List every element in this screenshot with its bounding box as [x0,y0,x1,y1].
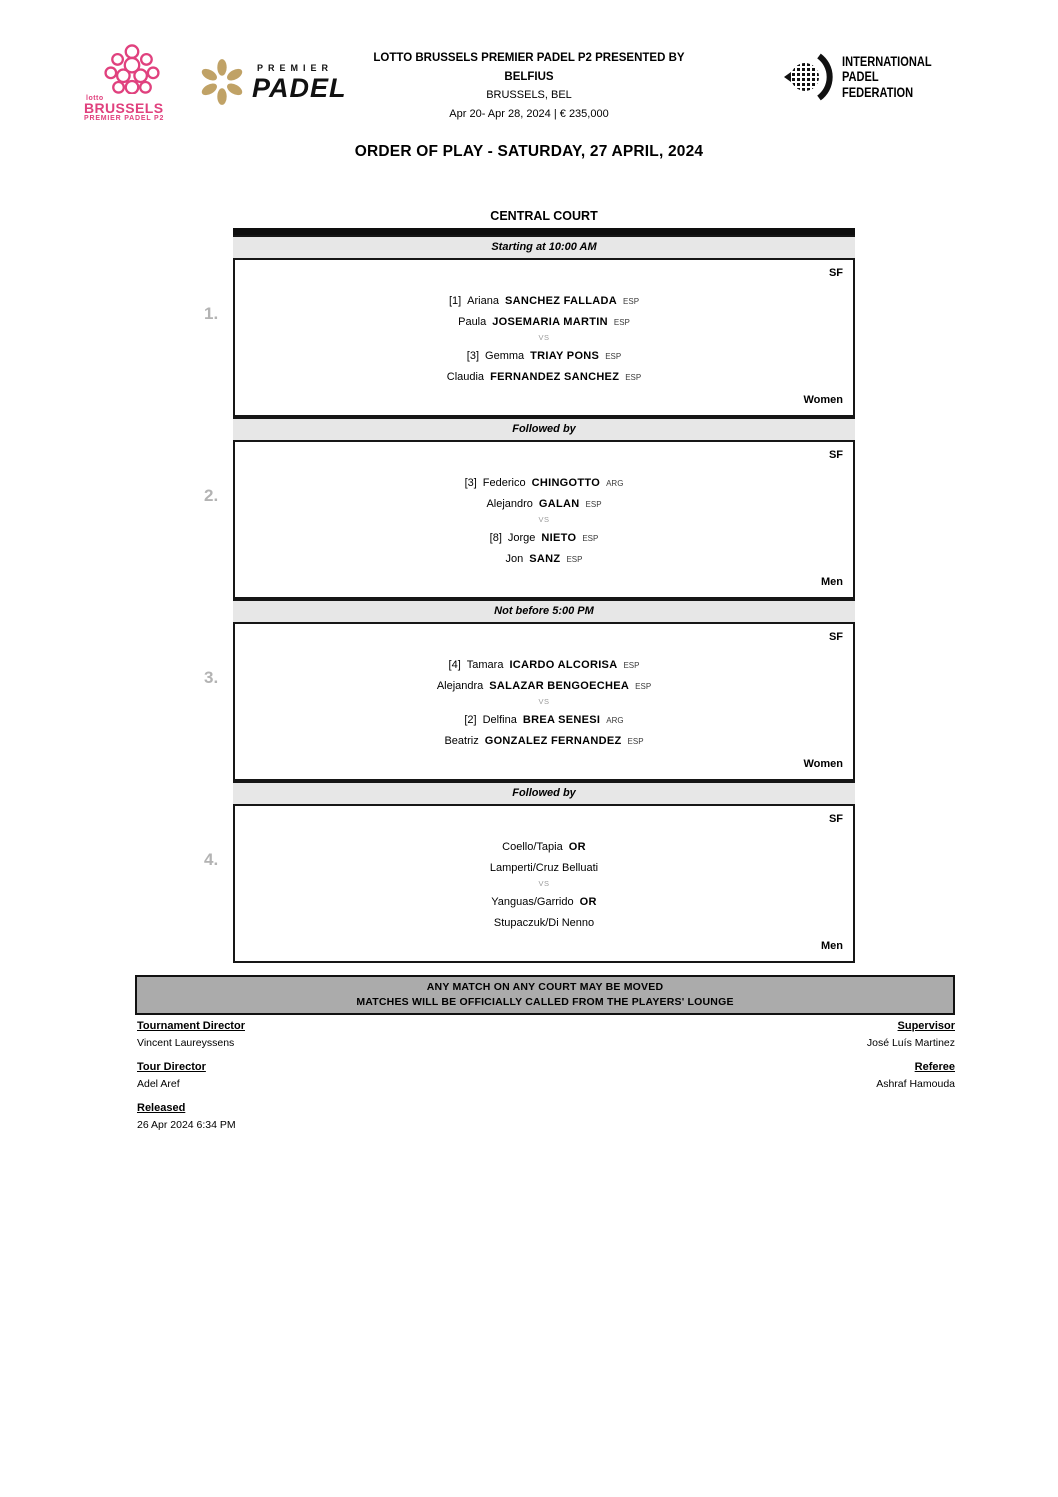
player-seed: [3] [466,350,480,362]
player-line [235,473,853,494]
round-label: SF [828,449,843,461]
supervisor-label: Supervisor [897,1020,955,1032]
player-country: ESP [582,534,599,543]
officials-left-column [137,1019,245,1142]
schedule-table [204,228,855,963]
match-number: 1. [204,304,219,323]
player-line [235,367,853,388]
round-label: SF [828,813,843,825]
player-line [235,528,853,549]
player-last-name: SALAZAR BENGOECHEA [489,680,630,692]
court-name: CENTRAL COURT [490,209,598,223]
category-label: Women [803,758,843,770]
match-number: 4. [204,850,219,869]
ipf-text-line2: PADEL [842,69,879,85]
player-first-name: Alejandro [486,498,533,510]
tour-director-label: Tour Director [137,1061,206,1073]
released-label: Released [137,1102,186,1114]
player-first-name: Delfina [482,714,517,726]
brussels-logo-sub-text: PREMIER PADEL P2 [84,115,165,122]
players [235,473,853,570]
slot-time-label: Followed by [512,787,576,799]
player-first-name: Jorge [507,532,536,544]
player-last-name: JOSEMARIA MARTIN [492,316,608,328]
match-number: 3. [204,668,219,687]
released-timestamp: 26 Apr 2024 6:34 PM [137,1119,236,1131]
player-first-name: Ariana [467,295,499,307]
brussels-tournament-logo [84,44,194,123]
notice-line2: MATCHES WILL BE OFFICIALLY CALLED FROM THE PLAYERS' LOUNGE [356,995,734,1008]
match-slot-2 [204,417,855,599]
player-last-name: GONZALEZ FERNANDEZ [484,735,622,747]
player-first-name: Paula [458,316,487,328]
player-first-name: Jon [505,553,524,565]
brussels-logo-main-text: BRUSSELS [84,100,164,116]
round-label: SF [828,631,843,643]
category-label: Men [821,576,843,588]
player-first-name: Federico [482,477,526,489]
premier-padel-logo [199,57,347,107]
match-box [204,806,855,963]
player-seed: [2] [464,714,477,726]
match-slot-4 [204,781,855,963]
event-dates-prize: Apr 20- Apr 28, 2024 | € 235,000 [449,107,609,120]
player-last-name: NIETO [541,532,577,544]
referee-label: Referee [914,1061,955,1073]
player-country: ESP [627,737,644,746]
player-line [235,913,853,934]
players [235,291,853,388]
player-seed: [3] [464,477,477,489]
premier-logo-top-text: PREMIER [257,63,334,73]
page-title: ORDER OF PLAY - SATURDAY, 27 APRIL, 2024 [354,143,704,160]
players [235,837,853,934]
player-country: ESP [623,661,640,670]
player-first-name: Lamperti/Cruz Belluati [489,862,599,874]
slot-time-header [233,599,855,624]
player-line [235,837,853,858]
player-country: ARG [606,716,624,725]
player-last-name: CHINGOTTO [531,477,601,489]
player-line [235,676,853,697]
event-title-line1: LOTTO BRUSSELS PREMIER PADEL P2 PRESENTED BY [373,52,685,64]
tournament-director-label: Tournament Director [137,1020,245,1032]
vs-label: VS [538,697,550,706]
player-last-name: SANZ [529,553,561,565]
player-last-name: GALAN [538,498,580,510]
player-seed: [1] [448,295,462,307]
player-line [235,312,853,333]
player-country: ESP [613,318,630,327]
player-line [235,655,853,676]
match-slot-3 [204,599,855,781]
player-last-name: BREA SENESI [522,714,601,726]
officials-right-column [867,1019,955,1101]
event-title-line2: BELFIUS [504,70,554,83]
player-first-name: Alejandra [436,680,484,692]
match-number: 2. [204,486,219,505]
players [235,655,853,752]
player-seed: [8] [489,532,502,544]
player-country: ARG [606,479,624,488]
player-first-name: Beatriz [444,735,479,747]
player-last-name: TRIAY PONS [530,350,600,362]
player-country: ESP [585,500,602,509]
player-last-name: SANCHEZ FALLADA [504,295,618,307]
match-slot-1 [204,235,855,417]
player-country: ESP [605,352,622,361]
slot-time-header [233,235,855,260]
player-last-name: OR [579,896,597,908]
player-line [235,731,853,752]
premier-padel-flower-icon [199,57,245,107]
ipf-text-line3: FEDERATION [842,84,914,100]
slot-time-header [233,417,855,442]
category-label: Men [821,940,843,952]
notice-banner [135,975,955,1015]
player-country: ESP [625,373,642,382]
player-seed: [4] [448,659,461,671]
tournament-director-name: Vincent Laureyssens [137,1037,235,1049]
slot-time-label: Followed by [512,423,576,435]
player-line [235,346,853,367]
match-box [204,442,855,599]
match-box [204,624,855,781]
slot-time-label: Starting at 10:00 AM [491,241,597,253]
player-line [235,858,853,879]
match-box [204,260,855,417]
brussels-balloons-icon [96,44,168,94]
table-top-bar [233,228,855,235]
ipf-ball-icon [783,49,835,105]
player-first-name: Yanguas/Garrido [491,896,574,908]
ipf-logo [783,49,951,105]
premier-logo-main-text: PADEL [252,73,347,103]
event-info [329,49,729,123]
category-label: Women [803,394,843,406]
player-line [235,494,853,515]
supervisor-name: José Luís Martinez [866,1037,955,1049]
player-first-name: Claudia [446,371,485,383]
player-first-name: Stupaczuk/Di Nenno [493,917,595,929]
player-line [235,291,853,312]
player-last-name: FERNANDEZ SANCHEZ [490,371,620,383]
round-label: SF [828,267,843,279]
slot-time-label: Not before 5:00 PM [494,605,594,617]
vs-label: VS [538,333,550,342]
player-line [235,710,853,731]
player-line [235,892,853,913]
player-line [235,549,853,570]
event-location: BRUSSELS, BEL [486,89,572,101]
vs-label: VS [538,515,550,524]
player-first-name: Coello/Tapia [502,841,563,853]
referee-name: Ashraf Hamouda [876,1078,955,1090]
player-first-name: Tamara [466,659,504,671]
player-first-name: Gemma [485,350,525,362]
slot-time-header [233,781,855,806]
tour-director-name: Adel Aref [137,1078,180,1090]
ipf-text-line1: INTERNATIONAL [842,53,932,69]
player-country: ESP [635,682,652,691]
brussels-logo-lotto-text: lotto [86,95,104,102]
vs-label: VS [538,879,550,888]
player-country: ESP [566,555,583,564]
player-country: ESP [623,297,640,306]
player-last-name: OR [568,841,586,853]
player-last-name: ICARDO ALCORISA [509,659,618,671]
notice-line1: ANY MATCH ON ANY COURT MAY BE MOVED [426,981,664,993]
